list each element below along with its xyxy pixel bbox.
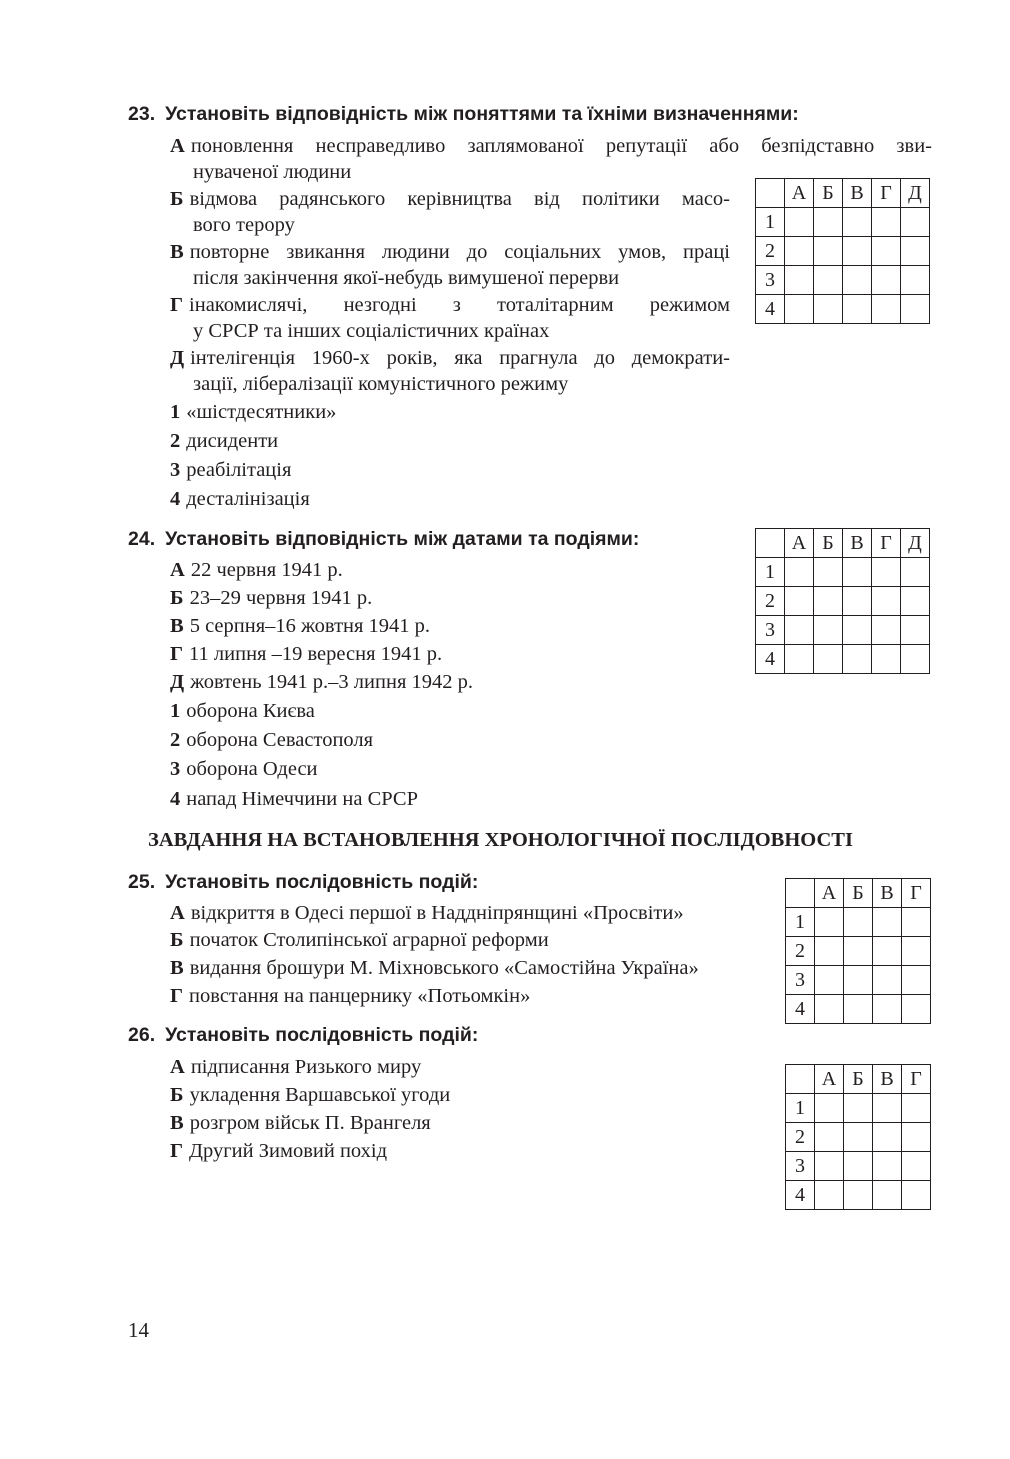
- option-a: [170, 1054, 421, 1080]
- answer-number: 3: [170, 758, 181, 780]
- grid-answer-cell[interactable]: [872, 645, 901, 674]
- grid-answer-cell[interactable]: [901, 616, 930, 645]
- answer-2: [170, 428, 278, 454]
- grid-row: [756, 266, 930, 295]
- option-g: [170, 641, 442, 667]
- grid-column-header: В: [843, 529, 872, 558]
- grid-answer-cell[interactable]: [785, 237, 814, 266]
- grid-answer-cell[interactable]: [901, 587, 930, 616]
- answer-2: [170, 727, 373, 753]
- grid-answer-cell[interactable]: [815, 908, 844, 937]
- grid-row: [786, 966, 931, 995]
- grid-row-header: 3: [756, 616, 785, 645]
- option-text: відмова радянського керівництва від політики масо-: [189, 188, 730, 210]
- grid-answer-cell[interactable]: [844, 1152, 873, 1181]
- grid-answer-cell[interactable]: [844, 937, 873, 966]
- grid-answer-cell[interactable]: [814, 558, 843, 587]
- answer-4: [170, 486, 310, 512]
- grid-row-header: 2: [756, 587, 785, 616]
- grid-answer-cell[interactable]: [902, 1094, 931, 1123]
- option-letter: Д: [170, 347, 185, 369]
- grid-answer-cell[interactable]: [785, 587, 814, 616]
- grid-answer-cell[interactable]: [902, 908, 931, 937]
- grid-row: [786, 1152, 931, 1181]
- grid-answer-cell[interactable]: [843, 208, 872, 237]
- option-text: розгром військ П. Врангеля: [189, 1112, 431, 1134]
- option-text: 5 серпня–16 жовтня 1941 р.: [189, 615, 431, 637]
- grid-answer-cell[interactable]: [902, 1123, 931, 1152]
- grid-answer-cell[interactable]: [844, 1123, 873, 1152]
- grid-answer-cell[interactable]: [872, 587, 901, 616]
- option-v: [170, 613, 430, 639]
- grid-answer-cell[interactable]: [901, 208, 930, 237]
- grid-row: [756, 208, 930, 237]
- grid-answer-cell[interactable]: [902, 1152, 931, 1181]
- answer-text: оборона Севастополя: [186, 729, 374, 751]
- grid-answer-cell[interactable]: [873, 1181, 902, 1210]
- question-instruction: Установіть відповідність між датами та подіями:: [165, 528, 640, 550]
- answer-number: 2: [170, 729, 181, 751]
- grid-header-row: [756, 179, 930, 208]
- grid-answer-cell[interactable]: [785, 266, 814, 295]
- grid-answer-cell[interactable]: [872, 237, 901, 266]
- grid-column-header: Б: [814, 179, 843, 208]
- grid-answer-cell[interactable]: [785, 208, 814, 237]
- option-v: [170, 955, 699, 981]
- grid-answer-cell[interactable]: [814, 237, 843, 266]
- grid-row-header: 1: [756, 208, 785, 237]
- option-text: повстання на панцернику «Потьомкін»: [189, 985, 531, 1007]
- grid-answer-cell[interactable]: [785, 645, 814, 674]
- grid-answer-cell[interactable]: [785, 295, 814, 324]
- question-instruction: Установіть послідовність подій:: [165, 871, 479, 893]
- option-text-continuation: нуваченої людини: [193, 161, 352, 183]
- grid-answer-cell[interactable]: [873, 1152, 902, 1181]
- grid-answer-cell[interactable]: [902, 995, 931, 1024]
- grid-answer-cell[interactable]: [844, 966, 873, 995]
- option-a: [170, 557, 343, 583]
- grid-row-header: 3: [756, 266, 785, 295]
- option-b: [170, 1082, 450, 1108]
- grid-answer-cell[interactable]: [814, 616, 843, 645]
- grid-answer-cell[interactable]: [815, 1094, 844, 1123]
- grid-answer-cell[interactable]: [902, 966, 931, 995]
- grid-row-header: 3: [786, 1152, 815, 1181]
- grid-answer-cell[interactable]: [873, 995, 902, 1024]
- answer-text: оборона Києва: [186, 700, 315, 722]
- option-letter: Б: [170, 1084, 184, 1106]
- grid-answer-cell[interactable]: [902, 1181, 931, 1210]
- grid-answer-cell[interactable]: [785, 616, 814, 645]
- option-d: [170, 345, 730, 397]
- grid-answer-cell[interactable]: [843, 266, 872, 295]
- option-text-continuation: після закінчення якої-небудь вимушеної перерви: [193, 267, 620, 289]
- option-g: [170, 1138, 387, 1164]
- option-b: [170, 585, 372, 611]
- option-text: видання брошури М. Міхновського «Самостійна Україна»: [189, 957, 699, 979]
- option-letter: Г: [170, 1140, 184, 1162]
- grid-row-header: 3: [786, 966, 815, 995]
- grid-answer-cell[interactable]: [873, 937, 902, 966]
- grid-column-header: В: [843, 179, 872, 208]
- grid-row-header: 4: [756, 295, 785, 324]
- grid-row-header: 2: [786, 937, 815, 966]
- question-number: 25.: [128, 871, 156, 893]
- grid-answer-cell[interactable]: [872, 266, 901, 295]
- grid-row: [756, 558, 930, 587]
- grid-column-header: Б: [844, 879, 873, 908]
- grid-header-row: [756, 529, 930, 558]
- question-24-heading: [128, 528, 639, 551]
- grid-answer-cell[interactable]: [844, 995, 873, 1024]
- question-number: 24.: [128, 528, 156, 550]
- option-letter: Г: [170, 643, 184, 665]
- option-letter: Д: [170, 671, 185, 693]
- grid-row-header: 1: [786, 1094, 815, 1123]
- answer-1: [170, 399, 336, 425]
- grid-answer-cell[interactable]: [815, 995, 844, 1024]
- grid-answer-cell[interactable]: [814, 208, 843, 237]
- option-b: [170, 927, 549, 953]
- grid-corner-cell: [786, 1065, 815, 1094]
- grid-answer-cell[interactable]: [815, 966, 844, 995]
- grid-row-header: 4: [786, 995, 815, 1024]
- grid-row: [756, 295, 930, 324]
- answer-number: 2: [170, 430, 181, 452]
- grid-column-header: В: [873, 1065, 902, 1094]
- grid-column-header: Г: [872, 529, 901, 558]
- grid-row: [786, 1123, 931, 1152]
- grid-answer-cell[interactable]: [844, 1094, 873, 1123]
- answer-grid-24: [755, 528, 930, 674]
- grid-answer-cell[interactable]: [843, 558, 872, 587]
- grid-column-header: А: [815, 1065, 844, 1094]
- question-number: 23.: [128, 103, 156, 125]
- option-text: жовтень 1941 р.–3 липня 1942 р.: [190, 671, 474, 693]
- question-25-heading: [128, 871, 478, 894]
- grid-row: [786, 937, 931, 966]
- option-v: [170, 1110, 431, 1136]
- question-instruction: Установіть послідовність подій:: [165, 1024, 479, 1046]
- answer-grid-23: [755, 178, 930, 324]
- grid-answer-cell[interactable]: [843, 587, 872, 616]
- option-letter: А: [170, 902, 185, 924]
- option-letter: В: [170, 957, 184, 979]
- grid-answer-cell[interactable]: [901, 266, 930, 295]
- grid-row-header: 4: [756, 645, 785, 674]
- option-text-continuation: вого терору: [193, 214, 295, 236]
- option-letter: Б: [170, 587, 184, 609]
- grid-row-header: 2: [756, 237, 785, 266]
- option-letter: Б: [170, 929, 184, 951]
- grid-row-header: 4: [786, 1181, 815, 1210]
- grid-column-header: Г: [902, 1065, 931, 1094]
- answer-3: [170, 756, 318, 782]
- section-title: ЗАВДАННЯ НА ВСТАНОВЛЕННЯ ХРОНОЛОГІЧНОЇ ПОСЛІДОВНОСТІ: [148, 829, 853, 851]
- answer-number: 1: [170, 401, 181, 423]
- grid-answer-cell[interactable]: [872, 295, 901, 324]
- option-letter: В: [170, 241, 184, 263]
- option-text-continuation: у СРСР та інших соціалістичних країнах: [193, 320, 550, 342]
- option-b: [170, 186, 730, 238]
- grid-answer-cell[interactable]: [815, 1152, 844, 1181]
- answer-grid-26: [785, 1064, 931, 1210]
- grid-row: [786, 1094, 931, 1123]
- grid-answer-cell[interactable]: [872, 558, 901, 587]
- answer-grid-25: [785, 878, 931, 1024]
- grid-answer-cell[interactable]: [901, 295, 930, 324]
- option-text: початок Столипінської аграрної реформи: [189, 929, 549, 951]
- grid-column-header: А: [785, 179, 814, 208]
- option-g: [170, 983, 530, 1009]
- grid-answer-cell[interactable]: [814, 645, 843, 674]
- question-instruction: Установіть відповідність між поняттями та їхніми визначеннями:: [165, 103, 799, 125]
- grid-column-header: Б: [844, 1065, 873, 1094]
- answer-text: дисиденти: [186, 430, 279, 452]
- grid-answer-cell[interactable]: [844, 1181, 873, 1210]
- option-text: підписання Ризького миру: [190, 1056, 422, 1078]
- answer-number: 1: [170, 700, 181, 722]
- question-number: 26.: [128, 1024, 156, 1046]
- grid-column-header: Г: [902, 879, 931, 908]
- grid-column-header: Г: [872, 179, 901, 208]
- answer-4: [170, 786, 418, 812]
- answer-text: десталінізація: [186, 488, 310, 510]
- answer-1: [170, 698, 315, 724]
- grid-column-header: В: [873, 879, 902, 908]
- grid-row: [786, 995, 931, 1024]
- grid-corner-cell: [756, 179, 785, 208]
- grid-column-header: Д: [901, 179, 930, 208]
- option-letter: А: [170, 1056, 185, 1078]
- grid-answer-cell[interactable]: [872, 616, 901, 645]
- answer-3: [170, 457, 291, 483]
- option-d: [170, 669, 473, 695]
- grid-answer-cell[interactable]: [873, 1123, 902, 1152]
- grid-header-row: [786, 1065, 931, 1094]
- option-letter: Б: [170, 188, 184, 210]
- grid-answer-cell[interactable]: [901, 645, 930, 674]
- grid-column-header: Б: [814, 529, 843, 558]
- option-v: [170, 239, 730, 291]
- answer-text: напад Німеччини на СРСР: [186, 788, 418, 810]
- grid-row: [756, 237, 930, 266]
- grid-answer-cell[interactable]: [815, 1181, 844, 1210]
- grid-answer-cell[interactable]: [815, 1123, 844, 1152]
- option-letter: В: [170, 1112, 184, 1134]
- grid-answer-cell[interactable]: [785, 558, 814, 587]
- grid-answer-cell[interactable]: [872, 208, 901, 237]
- grid-corner-cell: [756, 529, 785, 558]
- option-letter: Г: [170, 294, 184, 316]
- grid-answer-cell[interactable]: [901, 237, 930, 266]
- option-text: відкриття в Одесі першої в Наддніпрянщині «Просвіти»: [190, 902, 684, 924]
- grid-answer-cell[interactable]: [873, 966, 902, 995]
- grid-row-header: 2: [786, 1123, 815, 1152]
- grid-row-header: 1: [786, 908, 815, 937]
- grid-corner-cell: [786, 879, 815, 908]
- grid-answer-cell[interactable]: [814, 266, 843, 295]
- question-23-heading: [128, 103, 799, 126]
- answer-number: 4: [170, 788, 181, 810]
- option-text: інтелігенція 1960-х років, яка прагнула до демократи-: [190, 347, 730, 369]
- grid-answer-cell[interactable]: [814, 295, 843, 324]
- grid-answer-cell[interactable]: [814, 587, 843, 616]
- grid-answer-cell[interactable]: [873, 908, 902, 937]
- option-text: 22 червня 1941 р.: [190, 559, 343, 581]
- option-text: 11 липня –19 вересня 1941 р.: [189, 643, 443, 665]
- grid-answer-cell[interactable]: [873, 1094, 902, 1123]
- grid-answer-cell[interactable]: [901, 558, 930, 587]
- grid-column-header: А: [815, 879, 844, 908]
- grid-row-header: 1: [756, 558, 785, 587]
- grid-answer-cell[interactable]: [843, 616, 872, 645]
- grid-answer-cell[interactable]: [843, 645, 872, 674]
- option-g: [170, 292, 730, 344]
- option-text: 23–29 червня 1941 р.: [189, 587, 373, 609]
- grid-row: [786, 908, 931, 937]
- option-letter: А: [170, 559, 185, 581]
- page-number: 14: [128, 1318, 149, 1342]
- option-letter: А: [170, 135, 185, 157]
- option-text-continuation: зації, лібералізації комуністичного режиму: [193, 373, 569, 395]
- answer-text: «шістдесятники»: [186, 401, 337, 423]
- grid-header-row: [786, 879, 931, 908]
- option-text: укладення Варшавської угоди: [189, 1084, 451, 1106]
- answer-text: оборона Одеси: [186, 758, 318, 780]
- option-text: Другий Зимовий похід: [189, 1140, 388, 1162]
- answer-text: реабілітація: [186, 459, 292, 481]
- option-letter: Г: [170, 985, 184, 1007]
- grid-column-header: А: [785, 529, 814, 558]
- grid-answer-cell[interactable]: [843, 237, 872, 266]
- option-a: [170, 900, 684, 926]
- answer-number: 3: [170, 459, 181, 481]
- option-letter: В: [170, 615, 184, 637]
- option-text: повторне звикання людини до соціальних умов, праці: [189, 241, 730, 263]
- option-text: поновлення несправедливо заплямованої репутації або безпідставно зви-: [190, 135, 932, 157]
- answer-number: 4: [170, 488, 181, 510]
- question-26-heading: [128, 1024, 478, 1047]
- grid-answer-cell[interactable]: [844, 908, 873, 937]
- grid-row: [756, 645, 930, 674]
- option-text: інакомислячі, незгодні з тоталітарним режимом: [189, 294, 730, 316]
- grid-row: [786, 1181, 931, 1210]
- grid-answer-cell[interactable]: [815, 937, 844, 966]
- grid-column-header: Д: [901, 529, 930, 558]
- grid-row: [756, 587, 930, 616]
- grid-answer-cell[interactable]: [902, 937, 931, 966]
- grid-answer-cell[interactable]: [843, 295, 872, 324]
- grid-row: [756, 616, 930, 645]
